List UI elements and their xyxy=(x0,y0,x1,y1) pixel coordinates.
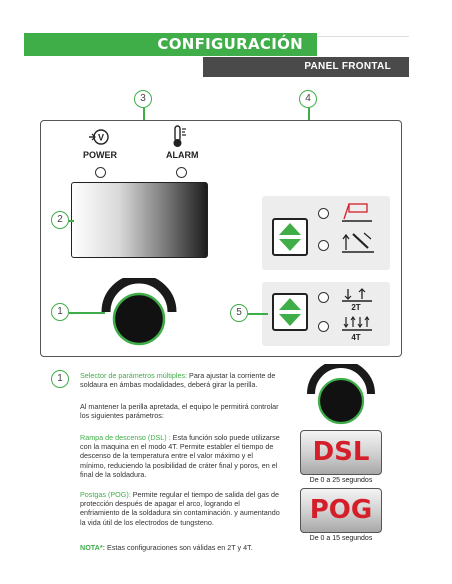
description-note xyxy=(80,543,280,552)
mode-4t-label: 4T xyxy=(351,333,361,342)
dsl-range: De 0 a 25 segundos xyxy=(309,477,373,484)
4t-led xyxy=(318,321,329,332)
header-rule xyxy=(317,36,409,37)
knob-illustration xyxy=(306,364,376,426)
pog-heading: Postgas (POG): xyxy=(80,490,131,499)
alarm-label: ALARM xyxy=(166,150,199,160)
power-led xyxy=(95,167,106,178)
page-subtitle: PANEL FRONTAL xyxy=(304,61,391,72)
note-heading: NOTA*: xyxy=(80,543,106,552)
description-knob xyxy=(80,371,280,389)
torch-gas-icon xyxy=(340,202,374,224)
subtitle-banner xyxy=(203,57,409,77)
dsl-text: Esta función solo puede utilizarse con la maquina en el modo 4T. Permite establer el tiempo de descenso de la temperatura entre el valor máximo y el mínimo, reduciendo la posibilidad de cráter final y poros, en el final de la soldadura. xyxy=(80,433,280,479)
2t-led xyxy=(318,292,329,303)
note-text: Estas configuraciones son válidas en 2T y 4T. xyxy=(105,543,253,552)
page-title: CONFIGURACIÓN xyxy=(157,35,303,53)
power-label: POWER xyxy=(83,150,118,160)
pog-range: De 0 a 15 segundos xyxy=(309,535,373,542)
pog-code-box xyxy=(300,488,382,533)
thermometer-icon xyxy=(170,125,190,149)
mode-2t-icon xyxy=(340,285,374,311)
mode-2t-label: 2T xyxy=(351,303,361,311)
description-pog xyxy=(80,490,280,527)
trigger-mode-select-button[interactable] xyxy=(272,293,308,331)
gas-arc-select-button[interactable] xyxy=(272,218,308,256)
callout-5-leader xyxy=(248,313,268,315)
description-hold xyxy=(80,402,280,420)
callout-2: 2 xyxy=(51,211,69,229)
dsl-code: DSL xyxy=(312,437,370,467)
callout-2-leader xyxy=(69,220,74,222)
title-banner xyxy=(24,33,317,56)
pog-text: Permite regular el tiempo de salida del gas de protección después de apagar el arco, logrando el enfriamiento de la soldadura sin contaminación. y aumentando la vida útil de los electrodos de tungsteno. xyxy=(80,490,280,527)
svg-text:V: V xyxy=(97,132,105,143)
knob-heading: Selector de parámetros múltiples: xyxy=(80,371,188,380)
gas-led xyxy=(318,208,329,219)
section-callout-1: 1 xyxy=(51,370,69,388)
arc-led xyxy=(318,240,329,251)
digital-display xyxy=(71,182,208,258)
power-v-icon xyxy=(89,128,111,148)
arc-start-icon xyxy=(340,228,376,254)
mode-4t-icon xyxy=(340,314,374,342)
callout-4: 4 xyxy=(299,90,317,108)
alarm-led xyxy=(176,167,187,178)
hold-text: Al mantener la perilla apretada, el equipo le permitirá controlar los siguientes parámetros: xyxy=(80,402,279,421)
callout-1: 1 xyxy=(51,303,69,321)
description-dsl xyxy=(80,433,280,479)
knob-text: Para ajustar la corriente de soldaura en ámbas modalidades, deberá girar la perilla. xyxy=(80,371,276,390)
callout-3: 3 xyxy=(134,90,152,108)
callout-1-leader xyxy=(69,312,105,314)
dsl-heading: Rampa de descenso (DSL) : xyxy=(80,433,171,442)
pog-code: POG xyxy=(309,495,373,525)
parameter-knob[interactable] xyxy=(100,278,178,348)
dsl-code-box xyxy=(300,430,382,475)
callout-5: 5 xyxy=(230,304,248,322)
